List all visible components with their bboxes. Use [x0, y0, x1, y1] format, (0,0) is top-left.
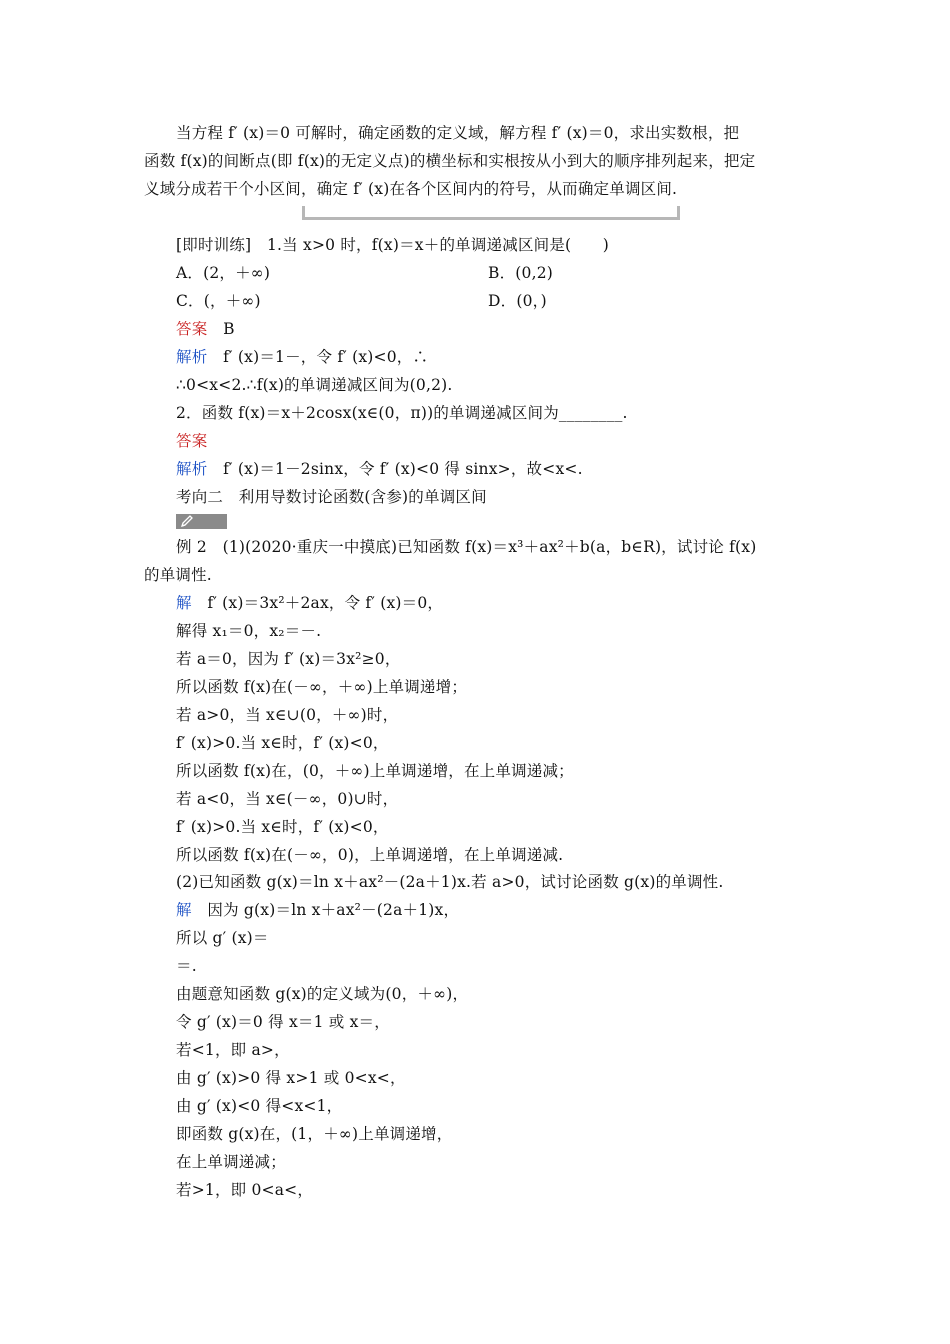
section-heading: 考向二 利用导数讨论函数(含参)的单调区间 — [176, 488, 487, 506]
solution-1-line-4: 所以函数 f(x)在(－∞，＋∞)上单调递增； — [176, 678, 468, 696]
practice-question-2: 2．函数 f(x)＝x＋2cosx(x∈(0，π))的单调递减区间为________. — [176, 404, 628, 422]
analysis-text: f′ (x)＝1－2sinx，令 f′ (x)<0 得 sinx>，故<x<. — [207, 460, 583, 478]
solution-2-line-6: 若<1，即 a>， — [176, 1041, 290, 1059]
practice-question-1: [即时训练] 1.当 x>0 时，f(x)＝x＋的单调递减区间是( ) — [176, 236, 609, 254]
solution-1 — [176, 593, 443, 613]
solution-2-line-7: 由 g′ (x)>0 得 x>1 或 0<x<， — [176, 1069, 406, 1087]
analysis-1 — [176, 347, 428, 367]
solution-label: 解 — [176, 594, 192, 612]
analysis-2 — [176, 459, 583, 479]
solution-2-line-5: 令 g′ (x)＝0 得 x＝1 或 x＝， — [176, 1013, 390, 1031]
solution-2-line-4: 由题意知函数 g(x)的定义域为(0，＋∞)， — [176, 985, 469, 1003]
analysis-text: f′ (x)＝1－，令 f′ (x)<0，∴ — [207, 348, 429, 366]
answer-text: B — [207, 320, 235, 338]
solution-2-line-10: 在上单调递减； — [176, 1153, 286, 1171]
solution-text: 因为 g(x)＝ln x＋ax²－(2a＋1)x， — [191, 901, 460, 919]
solution-1-line-3: 若 a＝0，因为 f′ (x)＝3x²≥0， — [176, 650, 401, 668]
solution-label: 解 — [176, 901, 192, 919]
option-d: D．(0，) — [488, 292, 547, 310]
analysis-1-cont: ∴0<x<2.∴f(x)的单调递减区间为(0,2). — [176, 376, 453, 394]
answer-label: 答案 — [176, 320, 208, 338]
option-b: B．(0,2) — [488, 264, 554, 282]
para-line-3: 义域分成若干个小区间，确定 f′ (x)在各个区间内的符号，从而确定单调区间. — [144, 180, 678, 198]
solution-text: f′ (x)＝3x²＋2ax，令 f′ (x)＝0， — [191, 594, 444, 612]
section-divider — [302, 206, 680, 220]
example-2-line-2: 的单调性. — [144, 566, 212, 584]
solution-1-line-9: f′ (x)>0.当 x∈时，f′ (x)<0， — [176, 818, 389, 836]
para-line-1: 当方程 f′ (x)＝0 可解时，确定函数的定义域，解方程 f′ (x)＝0，求出实数根，把 — [176, 124, 740, 142]
solution-2-line-9: 即函数 g(x)在，(1，＋∞)上单调递增， — [176, 1125, 453, 1143]
option-c: C．(，＋∞) — [176, 292, 261, 310]
solution-1-line-2: 解得 x₁＝0，x₂＝－. — [176, 622, 322, 640]
answer-1 — [176, 319, 235, 339]
solution-1-line-8: 若 a<0，当 x∈(－∞，0)∪时， — [176, 790, 399, 808]
solution-2-line-3: ＝. — [176, 957, 197, 975]
solution-1-line-7: 所以函数 f(x)在，(0，＋∞)上单调递增，在上单调递减； — [176, 762, 574, 780]
example-2-line-1: 例 2 (1)(2020·重庆一中摸底)已知函数 f(x)＝x³＋ax²＋b(a，b∈R)，试讨论 f(x) — [176, 538, 757, 556]
solution-2-line-2: 所以 g′ (x)＝ — [176, 929, 269, 947]
solution-2 — [176, 900, 459, 920]
solution-2-line-11: 若>1，即 0<a<， — [176, 1181, 314, 1199]
para-line-2: 函数 f(x)的间断点(即 f(x)的无定义点)的横坐标和实根按从小到大的顺序排列起来，把定 — [144, 152, 756, 170]
solution-1-line-10: 所以函数 f(x)在(－∞，0)，上单调递增，在上单调递减. — [176, 846, 564, 864]
answer-2-label: 答案 — [176, 432, 208, 450]
solution-1-line-6: f′ (x)>0.当 x∈时，f′ (x)<0， — [176, 734, 389, 752]
analysis-label: 解析 — [176, 460, 208, 478]
pencil-tag — [176, 514, 227, 529]
solution-2-line-8: 由 g′ (x)<0 得<x<1， — [176, 1097, 343, 1115]
solution-1-line-5: 若 a>0，当 x∈∪(0，＋∞)时， — [176, 706, 399, 724]
pencil-icon — [180, 515, 194, 528]
example-2-part-2: (2)已知函数 g(x)＝ln x＋ax²－(2a＋1)x.若 a>0，试讨论函数 g(x)的单调性. — [176, 873, 724, 891]
option-a: A．(2，＋∞) — [176, 264, 271, 282]
analysis-label: 解析 — [176, 348, 208, 366]
